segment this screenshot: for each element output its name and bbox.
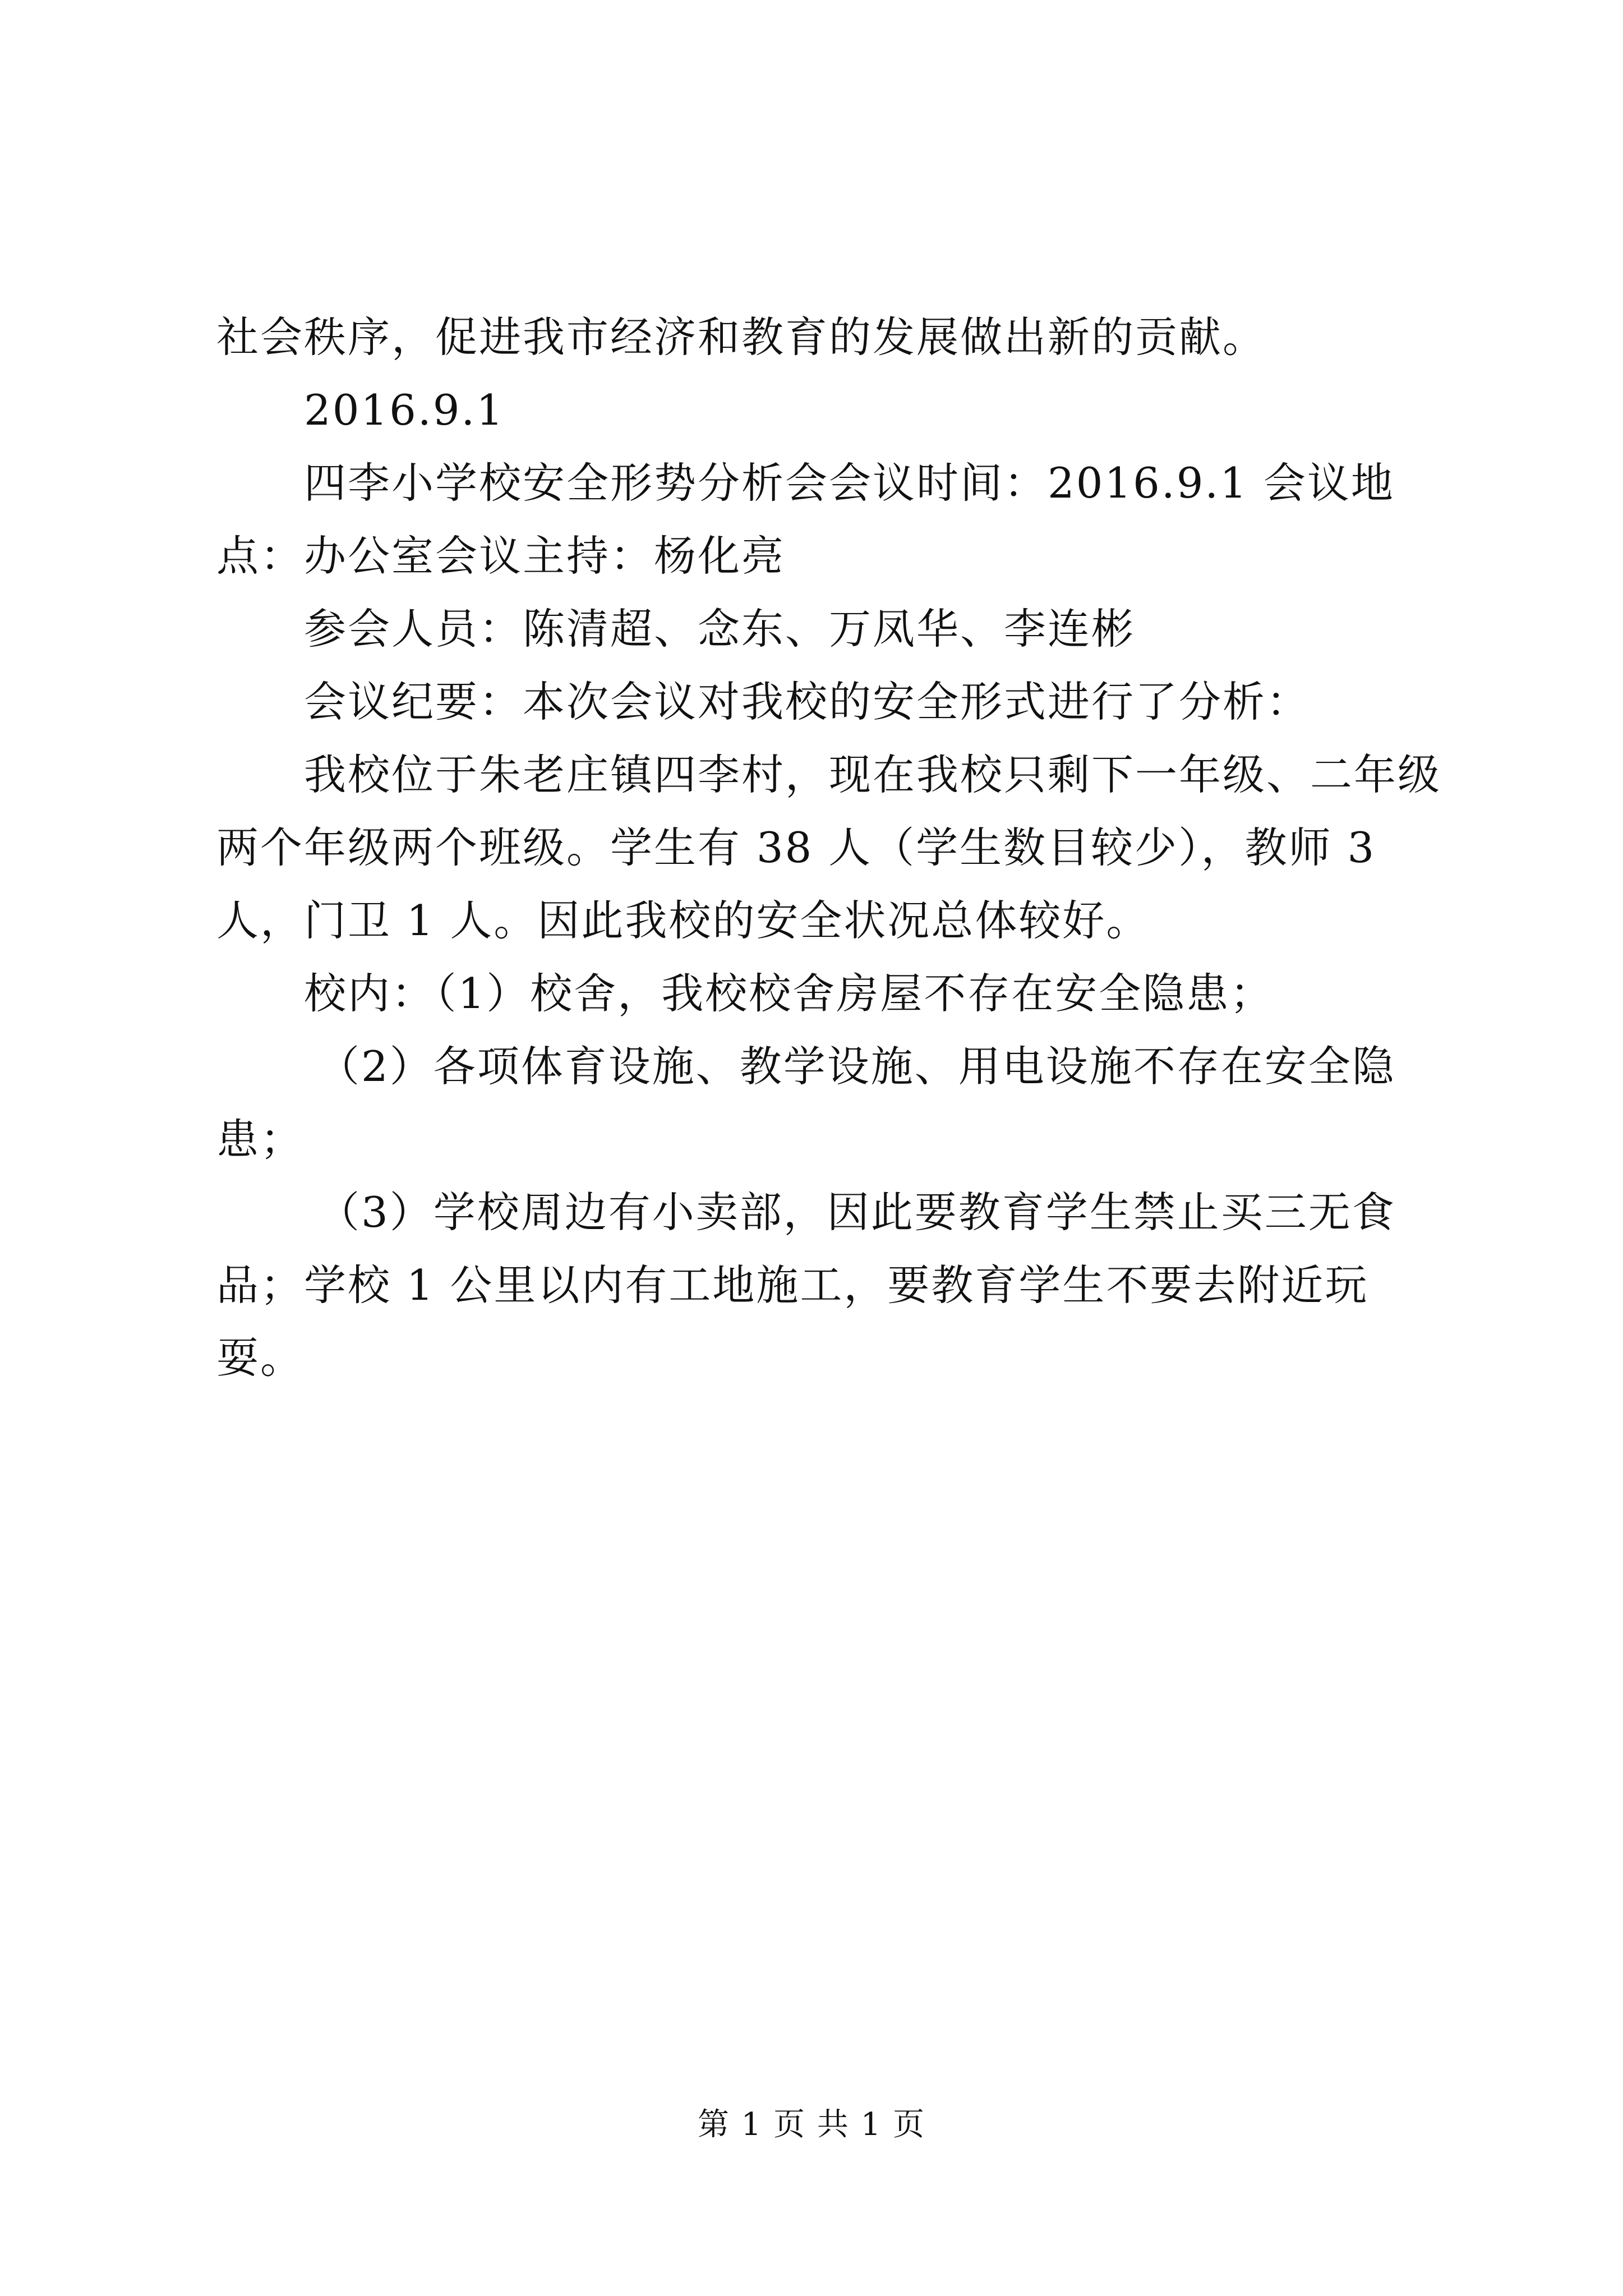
page-footer: 第 1 页 共 1 页 <box>697 2106 926 2143</box>
paragraph-continuation: 社会秩序，促进我市经济和教育的发展做出新的贡献。 <box>216 312 1267 362</box>
paragraph-meeting-info: 四李小学校安全形势分析会会议时间：2016.9.1 会议地点：办公室会议主持：杨化亮 <box>216 458 1395 581</box>
paragraph-campus-item-2: （2）各项体育设施、教学设施、用电设施不存在安全隐患； <box>216 1042 1396 1164</box>
paragraph-campus-item-3: （3）学校周边有小卖部，因此要教育学生禁止买三无食品；学校 1 公里以内有工地施工，要教育学生不要去附近玩耍。 <box>216 1188 1396 1383</box>
paragraph-school-overview: 我校位于朱老庄镇四李村，现在我校只剩下一年级、二年级两个年级两个班级。学生有 38 人（学生数目较少），教师 3 人，门卫 1 人。因此我校的安全状况总体较好。 <box>216 750 1442 945</box>
document-body <box>216 301 1445 1395</box>
paragraph-campus-item-1: 校内：（1）校舍，我校校舍房屋不存在安全隐患； <box>304 969 1274 1018</box>
paragraph-attendees: 参会人员：陈清超、念东、万凤华、李连彬 <box>304 604 1136 654</box>
paragraph-summary-heading: 会议纪要：本次会议对我校的安全形式进行了分析： <box>304 677 1311 726</box>
paragraph-date: 2016.9.1 <box>304 385 505 435</box>
